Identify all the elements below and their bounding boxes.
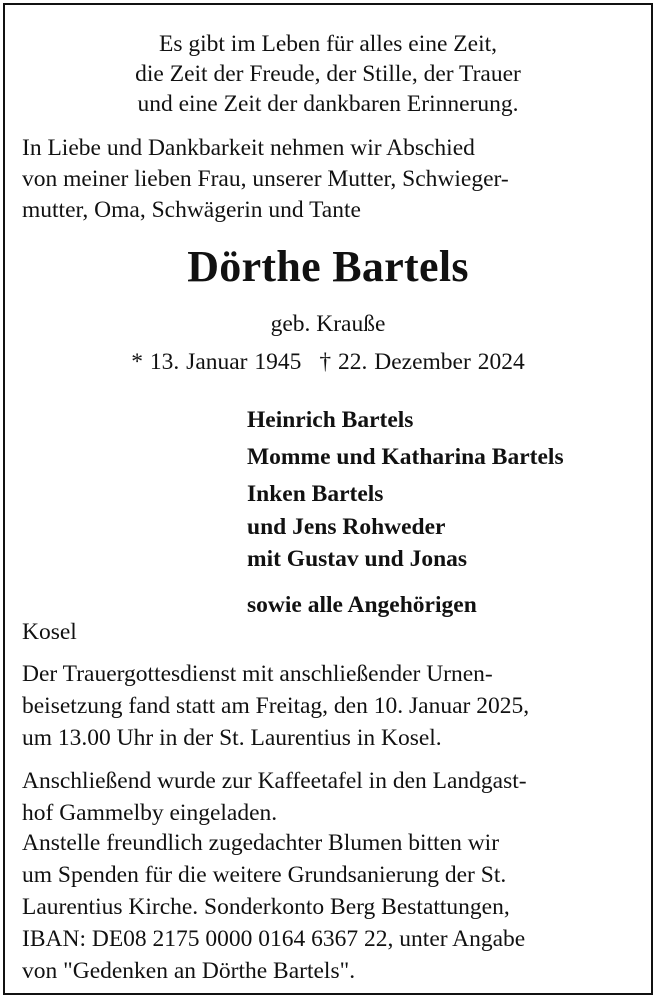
- maiden-name: geb. Krauße: [270, 311, 386, 337]
- mourners-list: [247, 402, 647, 623]
- reception-text: Anschließend wurde zur Kaffeetafel in den Landgast- hof Gammelby eingeladen.: [22, 768, 527, 826]
- death-date: † 22. Dezember 2024: [319, 349, 525, 375]
- obituary-notice: [3, 3, 653, 995]
- funeral-service-text: Der Trauergottesdienst mit anschließender Urnen- beisetzung fand statt am Freitag, den 10. Januar 2025, um 13.00 Uhr in der St. Laurentius in Kosel.: [22, 661, 530, 751]
- other-relatives: sowie alle Angehörigen: [247, 591, 477, 618]
- intro-text: In Liebe und Dankbarkeit nehmen wir Abschied von meiner lieben Frau, unserer Mutter, Schwieger- mutter, Oma, Schwägerin und Tante: [22, 135, 509, 223]
- place-name: Kosel: [22, 619, 77, 645]
- verse: Es gibt im Leben für alles eine Zeit, die Zeit der Freude, der Stille, der Trauer und eine Zeit der dankbaren Erinnerung.: [135, 31, 521, 117]
- mourner-name: Heinrich Bartels: [247, 407, 414, 433]
- donation-text: Anstelle freundlich zugedachter Blumen bitten wir um Spenden für die weitere Grundsanierung der St. Laurentius Kirche. Sonderkonto Berg Bestattungen, IBAN: DE08 2175 0000 0164 6367 22, unter Angabe von "Gedenken an Dörthe Bartels".: [22, 830, 526, 984]
- birth-date: * 13. Januar 1945: [131, 349, 302, 375]
- mourner-name: Momme und Katharina Bartels: [247, 443, 564, 470]
- mourner-family: Inken Bartels und Jens Rohweder mit Gustav und Jonas: [247, 481, 468, 572]
- life-dates: [5, 349, 651, 376]
- deceased-name: Dörthe Bartels: [187, 242, 469, 291]
